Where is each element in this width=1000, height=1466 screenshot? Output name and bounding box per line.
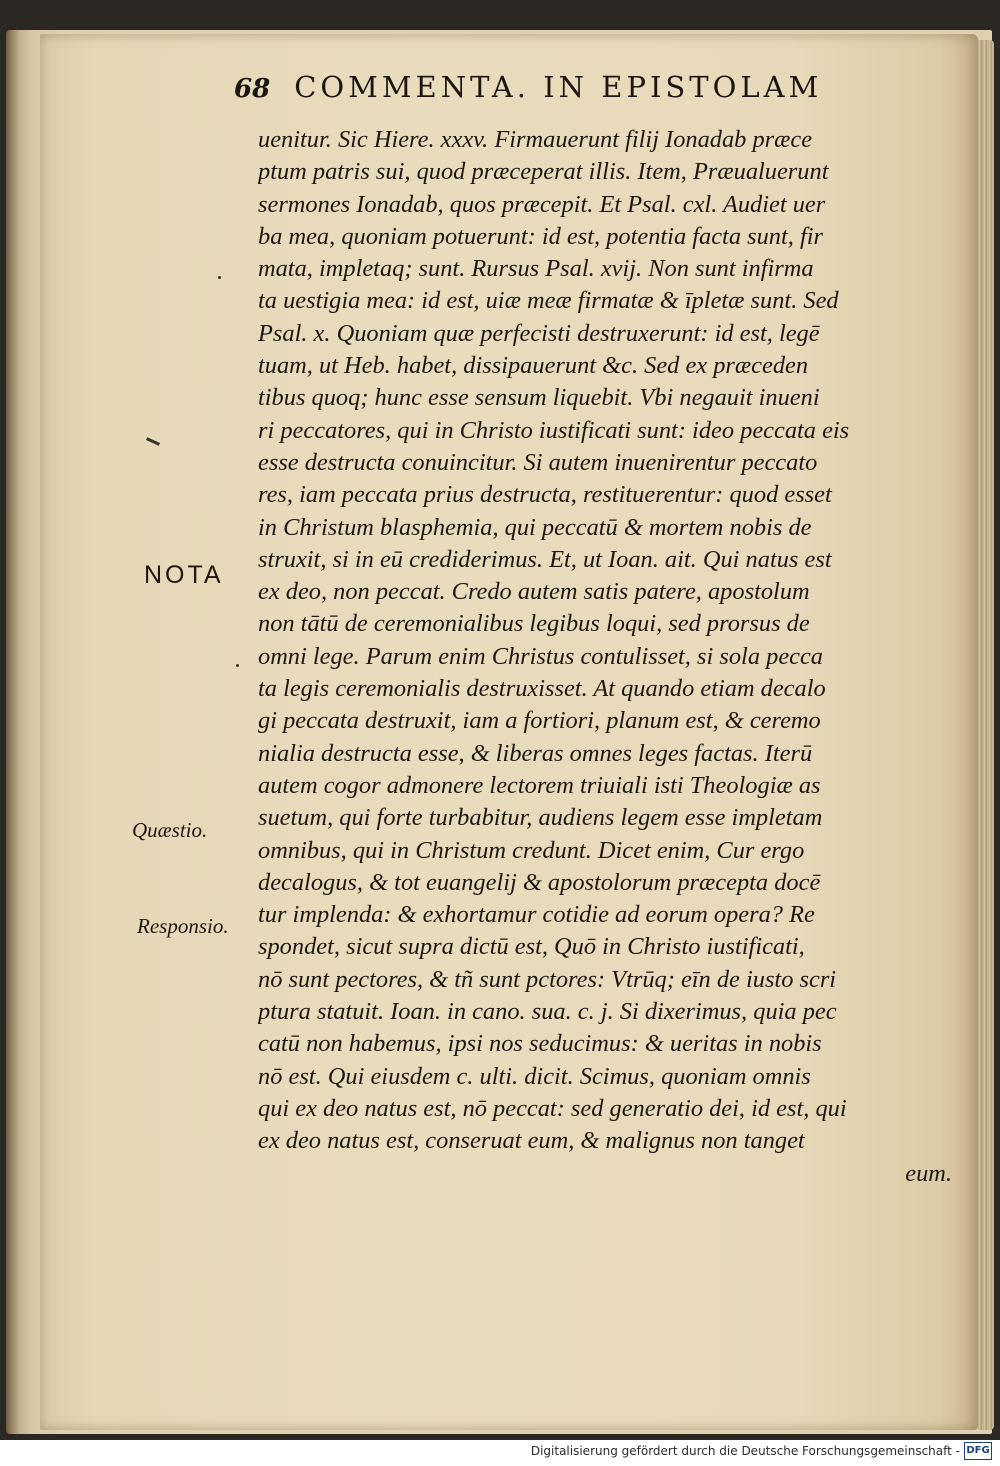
digitization-credit: Digitalisierung gefördert durch die Deutsche Forschungsgemeinschaft - [530, 1444, 960, 1458]
text-line: ba mea, quoniam potuerunt: id est, potentia facta sunt, fir [258, 222, 824, 250]
text-line: res, iam peccata prius destructa, restituerentur: quod esset [258, 481, 832, 509]
text-line: tuam, ut Heb. habet, dissipauerunt &c. Sed ex præceden [258, 352, 809, 380]
body-text [258, 124, 962, 1190]
text-line: autem cogor admonere lectorem triuiali isti Theologiæ as [258, 771, 821, 799]
page-edges [978, 40, 994, 1430]
text-line: nialia destructa esse, & liberas omnes leges factas. Iterū [258, 739, 813, 767]
text-line: mata, impletaq; sunt. Rursus Psal. xvij. Non sunt infirma [258, 255, 814, 283]
text-line: sermones Ionadab, quos præcepit. Et Psal. cxl. Audiet uer [258, 190, 826, 218]
text-line: uenitur. Sic Hiere. xxxv. Firmauerunt filij Ionadab præce [258, 126, 813, 153]
text-line: Psal. x. Quoniam quæ perfecisti destruxerunt: id est, legē [258, 319, 820, 347]
text-line: ex deo natus est, conseruat eum, & malignus non tanget [258, 1127, 805, 1155]
marginal-note-quaestio: Quæstio. [132, 818, 208, 842]
running-head [234, 70, 954, 114]
text-line: non tātū de ceremonialibus legibus loqui, sed prorsus de [258, 610, 810, 638]
text-line: struxit, si in eū crediderimus. Et, ut Ioan. ait. Qui natus est [258, 545, 832, 573]
text-line: ri peccatores, qui in Christo iustificati sunt: ideo peccata eis [258, 416, 850, 444]
text-line: tibus quoq; hunc esse sensum liquebit. Vbi negauit inueni [258, 384, 820, 412]
text-line: suetum, qui forte turbabitur, audiens legem esse impletam [258, 804, 823, 832]
marginal-note-responsio: Responsio. [137, 914, 229, 938]
text-line: esse destructa conuincitur. Si autem inuenirentur peccato [258, 448, 818, 476]
running-head-title: COMMENTA. IN EPISTOLAM [294, 70, 823, 104]
ink-speck [236, 664, 239, 667]
text-line: tur implenda: & exhortamur cotidie ad eorum opera? Re [258, 901, 815, 929]
text-line: decalogus, & tot euangelij & apostolorum præcepta docē [258, 868, 821, 896]
text-line: qui ex deo natus est, nō peccat: sed generatio dei, id est, qui [258, 1094, 847, 1122]
catchword: eum. [905, 1159, 952, 1187]
text-line: gi peccata destruxit, iam a fortiori, planum est, & ceremo [258, 707, 821, 735]
text-line: omni lege. Parum enim Christus contulisset, si sola pecca [258, 642, 823, 670]
text-line: in Christum blasphemia, qui peccatū & mortem nobis de [258, 513, 812, 541]
text-line: ta uestigia mea: id est, uiæ meæ firmatæ & īpletæ sunt. Sed [258, 287, 839, 315]
text-line: ptum patris sui, quod præceperat illis. Item, Præualuerunt [258, 158, 829, 186]
dfg-logo: DFG [964, 1442, 992, 1460]
text-line: ta legis ceremonialis destruxisset. At quando etiam decalo [258, 675, 826, 703]
marginal-note-nota: NOTA [144, 561, 224, 589]
text-line: spondet, sicut supra dictū est, Quō in Christo iustificati, [258, 933, 805, 961]
text-line: catū non habemus, ipsi nos seducimus: & ueritas in nobis [258, 1030, 822, 1058]
text-line: nō sunt pectores, & tñ sunt pctores: Vtrūq; eīn de iusto scri [258, 965, 837, 993]
text-line: nō est. Qui eiusdem c. ulti. dicit. Scimus, quoniam omnis [258, 1062, 811, 1090]
text-line: ptura statuit. Ioan. in cano. sua. c. j. Si dixerimus, quia pec [258, 998, 837, 1026]
folio-number: 68 [234, 74, 271, 104]
ink-speck [218, 276, 221, 279]
text-line: omnibus, qui in Christum credunt. Dicet enim, Cur ergo [258, 836, 805, 864]
text-line: ex deo, non peccat. Credo autem satis patere, apostolum [258, 578, 810, 606]
